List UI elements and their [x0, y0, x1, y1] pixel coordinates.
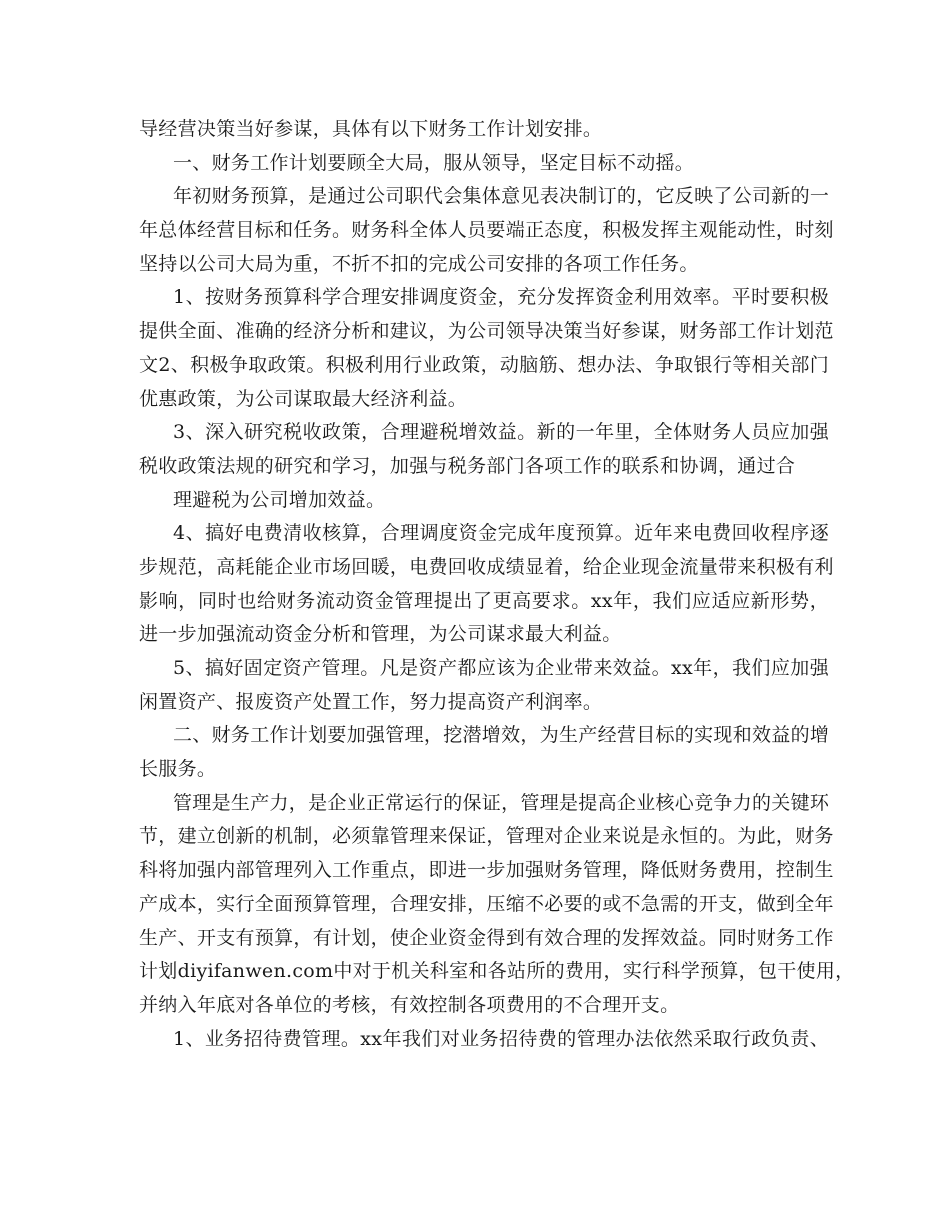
text-line: 并纳入年底对各单位的考核，有效控制各项费用的不合理开支。 — [139, 993, 680, 1016]
text-line: 提供全面、准确的经济分析和建议，为公司领导决策当好参谋，财务部工作计划范 — [139, 320, 834, 343]
text-line: 1、按财务预算科学合理安排调度资金，充分发挥资金利用效率。平时要积极 — [173, 286, 829, 309]
text-line: 年总体经营目标和任务。财务科全体人员要端正态度，积极发挥主观能动性，时刻 — [139, 219, 834, 242]
text-line: 影响，同时也给财务流动资金管理提出了更高要求。xx年，我们应适应新形势， — [139, 589, 829, 612]
text-line: 长服务。 — [139, 758, 217, 781]
text-line: 3、深入研究税收政策，合理避税增效益。新的一年里，全体财务人员应加强 — [173, 421, 829, 444]
text-line: 管理是生产力，是企业正常运行的保证，管理是提高企业核心竞争力的关键环 — [173, 791, 830, 814]
text-line: 优惠政策，为公司谋取最大经济利益。 — [139, 387, 468, 410]
document-body — [139, 113, 855, 1056]
text-line: 二、财务工作计划要加强管理，挖潜增效，为生产经营目标的实现和效益的增 — [173, 724, 830, 747]
text-line: 一、财务工作计划要顾全大局，服从领导，坚定目标不动摇。 — [173, 151, 695, 174]
text-line: 计划diyifanwen.com中对于机关科室和各站所的费用，实行科学预算，包干使用， — [139, 960, 855, 983]
text-line: 理避税为公司增加效益。 — [173, 488, 386, 511]
text-line: 年初财务预算，是通过公司职代会集体意见表决制订的，它反映了公司新的一 — [173, 185, 830, 208]
text-line: 步规范，高耗能企业市场回暖，电费回收成绩显着，给企业现金流量带来积极有利 — [139, 555, 834, 578]
text-line: 5、搞好固定资产管理。凡是资产都应该为企业带来效益。xx年，我们应加强 — [173, 657, 829, 679]
text-line: 生产、开支有预算，有计划，使企业资金得到有效合理的发挥效益。同时财务工作 — [139, 926, 834, 949]
text-line: 进一步加强流动资金分析和管理，为公司谋求最大利益。 — [139, 623, 622, 646]
text-line: 节，建立创新的机制，必须靠管理来保证，管理对企业来说是永恒的。为此，财务 — [139, 825, 834, 848]
text-line: 税收政策法规的研究和学习，加强与税务部门各项工作的联系和协调，通过合 — [139, 454, 796, 477]
text-line: 导经营决策当好参谋，具体有以下财务工作计划安排。 — [139, 118, 603, 140]
text-line: 4、搞好电费清收核算，合理调度资金完成年度预算。近年来电费回收程序逐 — [173, 522, 829, 545]
text-line: 闲置资产、报废资产处置工作，努力提高资产利润率。 — [139, 690, 603, 713]
text-line: 产成本，实行全面预算管理，合理安排，压缩不必要的或不急需的开支，做到全年 — [139, 892, 834, 915]
text-line: 1、业务招待费管理。xx年我们对业务招待费的管理办法依然采取行政负责、 — [173, 1027, 829, 1050]
text-line: 科将加强内部管理列入工作重点，即进一步加强财务管理，降低财务费用，控制生 — [139, 859, 834, 882]
text-line: 文2、积极争取政策。积极利用行业政策，动脑筋、想办法、争取银行等相关部门 — [139, 353, 829, 376]
text-line: 坚持以公司大局为重，不折不扣的完成公司安排的各项工作任务。 — [139, 252, 699, 275]
